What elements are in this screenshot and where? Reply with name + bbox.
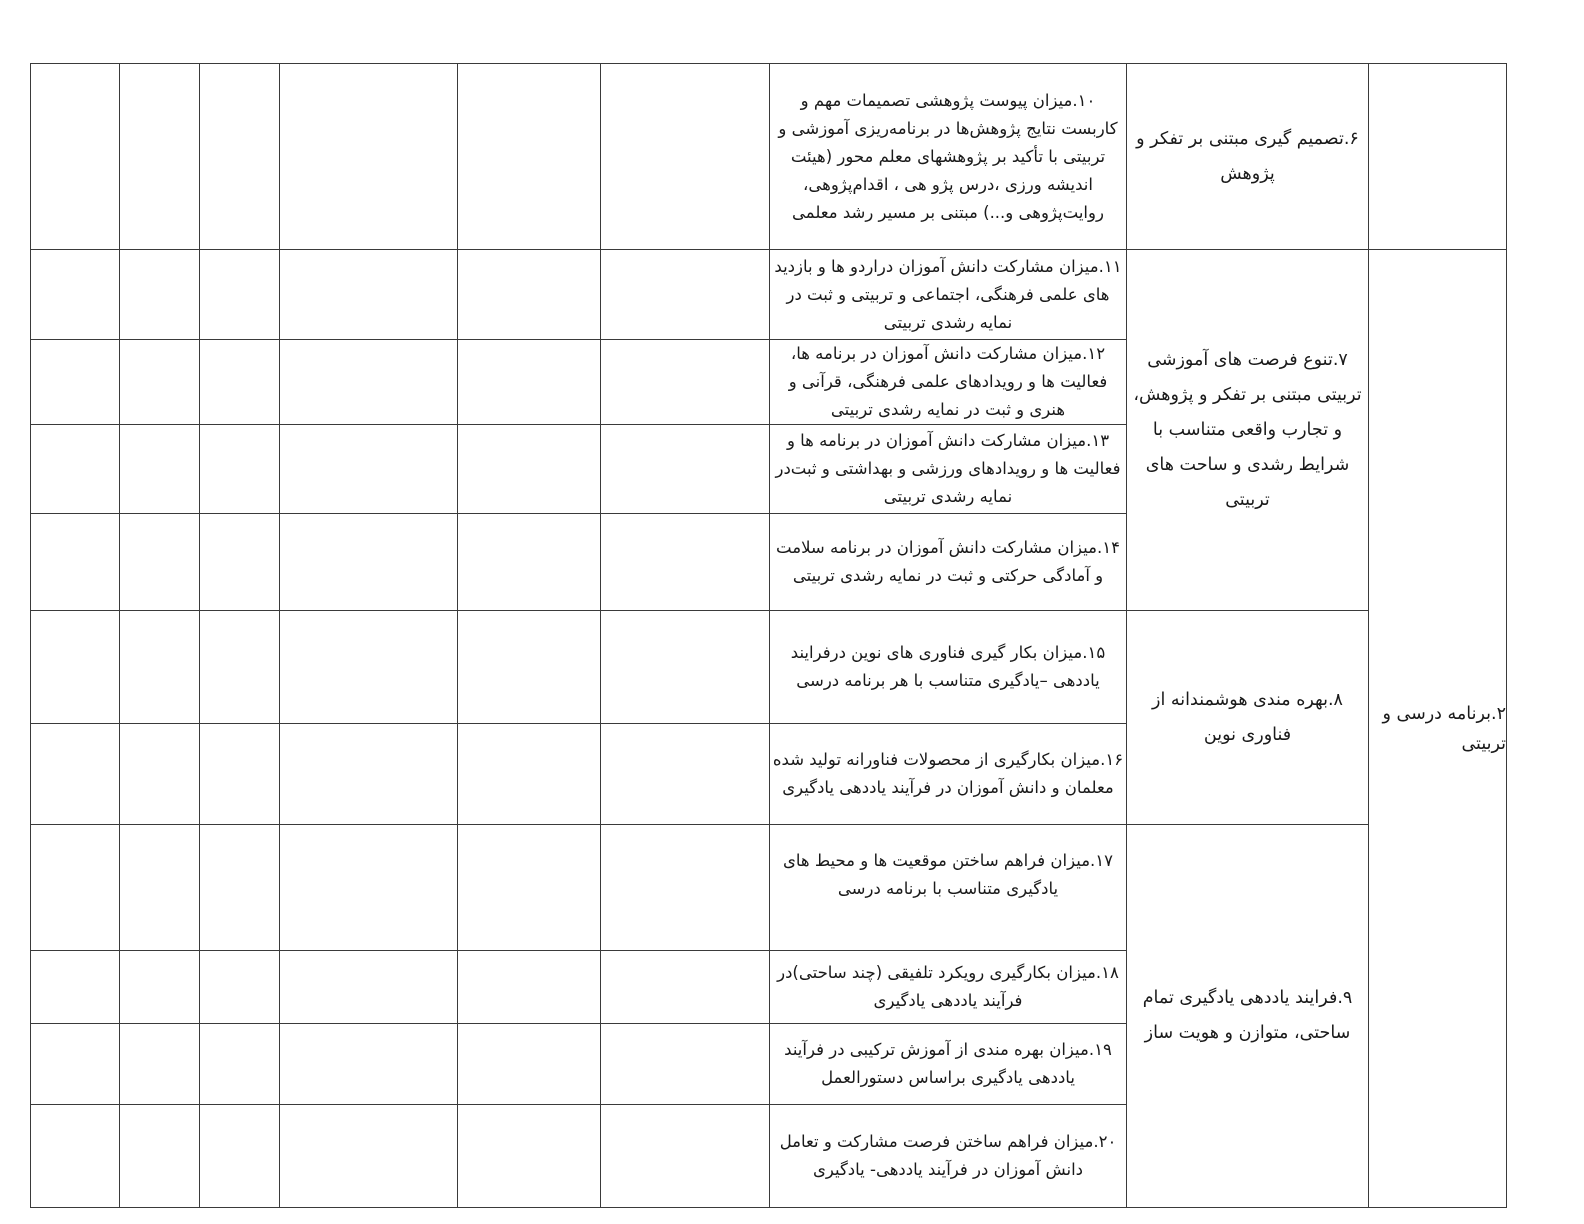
evidence-cell xyxy=(280,425,458,514)
evidence-cell xyxy=(458,951,601,1024)
evidence-cell xyxy=(280,825,458,951)
evidence-cell xyxy=(458,340,601,425)
evidence-cell xyxy=(601,340,770,425)
indicator-cell: ۱۱.میزان مشارکت دانش آموزان دراردو ها و بازدید های علمی فرهنگی، اجتماعی و تربیتی و ثبت در نمایه رشدی تربیتی xyxy=(770,250,1127,340)
indicator-cell: ۱۹.میزان بهره مندی از آموزش ترکیبی در فرآیند یاددهی یادگیری براساس دستورالعمل xyxy=(770,1024,1127,1105)
evidence-cell xyxy=(601,514,770,611)
table-row xyxy=(31,250,1507,340)
score-cell xyxy=(120,724,200,825)
score-cell xyxy=(200,1024,280,1105)
indicator-cell: ۱۰.میزان پیوست پژوهشی تصمیمات مهم و کاربست نتایج پژوهش‌ها در برنامه‌ریزی آموزشی و تربیتی با تأکید بر پژوهشهای معلم محور (هیئت اندیشه ورزی ،درس پژو هی ، اقدام‌پژوهی، روایت‌پژوهی و...) مبتنی بر مسیر رشد معلمی xyxy=(770,64,1127,250)
score-cell xyxy=(200,340,280,425)
score-cell xyxy=(31,64,120,250)
table-row xyxy=(31,611,1507,724)
score-cell xyxy=(120,1105,200,1208)
score-cell xyxy=(120,951,200,1024)
score-cell xyxy=(31,514,120,611)
score-cell xyxy=(200,825,280,951)
indicator-cell: ۱۳.میزان مشارکت دانش آموزان در برنامه ها و فعالیت ها و رویدادهای ورزشی و بهداشتی و ثبت‌در نمایه رشدی تربیتی xyxy=(770,425,1127,514)
score-cell xyxy=(31,1024,120,1105)
table-row xyxy=(31,64,1507,250)
score-cell xyxy=(200,514,280,611)
score-cell xyxy=(200,724,280,825)
score-cell xyxy=(200,64,280,250)
score-cell xyxy=(120,250,200,340)
evidence-cell xyxy=(280,250,458,340)
criterion-cell: ۷.تنوع فرصت های آموزشی تربیتی مبتنی بر تفکر و پژوهش، و تجارب واقعی متناسب با شرایط رشدی و ساحت های تربیتی xyxy=(1127,250,1369,611)
indicator-cell: ۲۰.میزان فراهم ساختن فرصت مشارکت و تعامل دانش آموزان در فرآیند یاددهی- یادگیری xyxy=(770,1105,1127,1208)
evidence-cell xyxy=(280,724,458,825)
score-cell xyxy=(31,951,120,1024)
area-cell: ۲.برنامه درسی و تربیتی xyxy=(1369,250,1507,1208)
score-cell xyxy=(31,250,120,340)
score-cell xyxy=(120,611,200,724)
area-cell xyxy=(1369,64,1507,250)
score-cell xyxy=(200,250,280,340)
score-cell xyxy=(120,340,200,425)
score-cell xyxy=(200,1105,280,1208)
indicator-cell: ۱۸.میزان بکارگیری رویکرد تلفیقی (چند ساحتی)در فرآیند یاددهی یادگیری xyxy=(770,951,1127,1024)
evidence-cell xyxy=(601,951,770,1024)
evidence-cell xyxy=(458,425,601,514)
evidence-cell xyxy=(601,425,770,514)
indicator-cell: ۱۲.میزان مشارکت دانش آموزان در برنامه ها، فعالیت ها و رویدادهای علمی فرهنگی، قرآنی و هنری و ثبت در نمایه رشدی تربیتی xyxy=(770,340,1127,425)
score-cell xyxy=(120,425,200,514)
score-cell xyxy=(31,611,120,724)
score-cell xyxy=(200,611,280,724)
evidence-cell xyxy=(280,1024,458,1105)
evidence-cell xyxy=(280,340,458,425)
evidence-cell xyxy=(601,1105,770,1208)
evaluation-table xyxy=(30,63,1507,1208)
evidence-cell xyxy=(601,250,770,340)
evidence-cell xyxy=(601,611,770,724)
evidence-cell xyxy=(458,514,601,611)
evidence-cell xyxy=(458,825,601,951)
score-cell xyxy=(120,514,200,611)
score-cell xyxy=(200,425,280,514)
score-cell xyxy=(31,340,120,425)
indicator-cell: ۱۶.میزان بکارگیری از محصولات فناورانه تولید شده معلمان و دانش آموزان در فرآیند یاددهی یادگیری xyxy=(770,724,1127,825)
indicator-cell: ۱۴.میزان مشارکت دانش آموزان در برنامه سلامت و آمادگی حرکتی و ثبت در نمایه رشدی تربیتی xyxy=(770,514,1127,611)
evidence-cell xyxy=(280,951,458,1024)
score-cell xyxy=(31,724,120,825)
criterion-cell: ۸.بهره مندی هوشمندانه از فناوری نوین xyxy=(1127,611,1369,825)
evidence-cell xyxy=(458,64,601,250)
evidence-cell xyxy=(458,1024,601,1105)
table-row xyxy=(31,825,1507,951)
evidence-cell xyxy=(601,64,770,250)
evidence-cell xyxy=(601,1024,770,1105)
indicator-cell: ۱۷.میزان فراهم ساختن موقعیت ها و محیط های یادگیری متناسب با برنامه درسی xyxy=(770,825,1127,951)
score-cell xyxy=(31,425,120,514)
score-cell xyxy=(120,825,200,951)
criterion-cell: ۶.تصمیم گیری مبتنی بر تفکر و پژوهش xyxy=(1127,64,1369,250)
evidence-cell xyxy=(280,1105,458,1208)
score-cell xyxy=(200,951,280,1024)
evidence-cell xyxy=(601,825,770,951)
evidence-cell xyxy=(458,250,601,340)
indicator-cell: ۱۵.میزان بکار گیری فناوری های نوین درفرایند یاددهی –یادگیری متناسب با هر برنامه درسی xyxy=(770,611,1127,724)
score-cell xyxy=(120,64,200,250)
score-cell xyxy=(31,1105,120,1208)
evidence-cell xyxy=(601,724,770,825)
score-cell xyxy=(31,825,120,951)
evidence-cell xyxy=(280,64,458,250)
evidence-cell xyxy=(280,514,458,611)
evidence-cell xyxy=(458,724,601,825)
evidence-cell xyxy=(458,1105,601,1208)
evidence-cell xyxy=(458,611,601,724)
score-cell xyxy=(120,1024,200,1105)
criterion-cell: ۹.فرایند یاددهی یادگیری تمام ساحتی، متوازن و هویت ساز xyxy=(1127,825,1369,1208)
evidence-cell xyxy=(280,611,458,724)
